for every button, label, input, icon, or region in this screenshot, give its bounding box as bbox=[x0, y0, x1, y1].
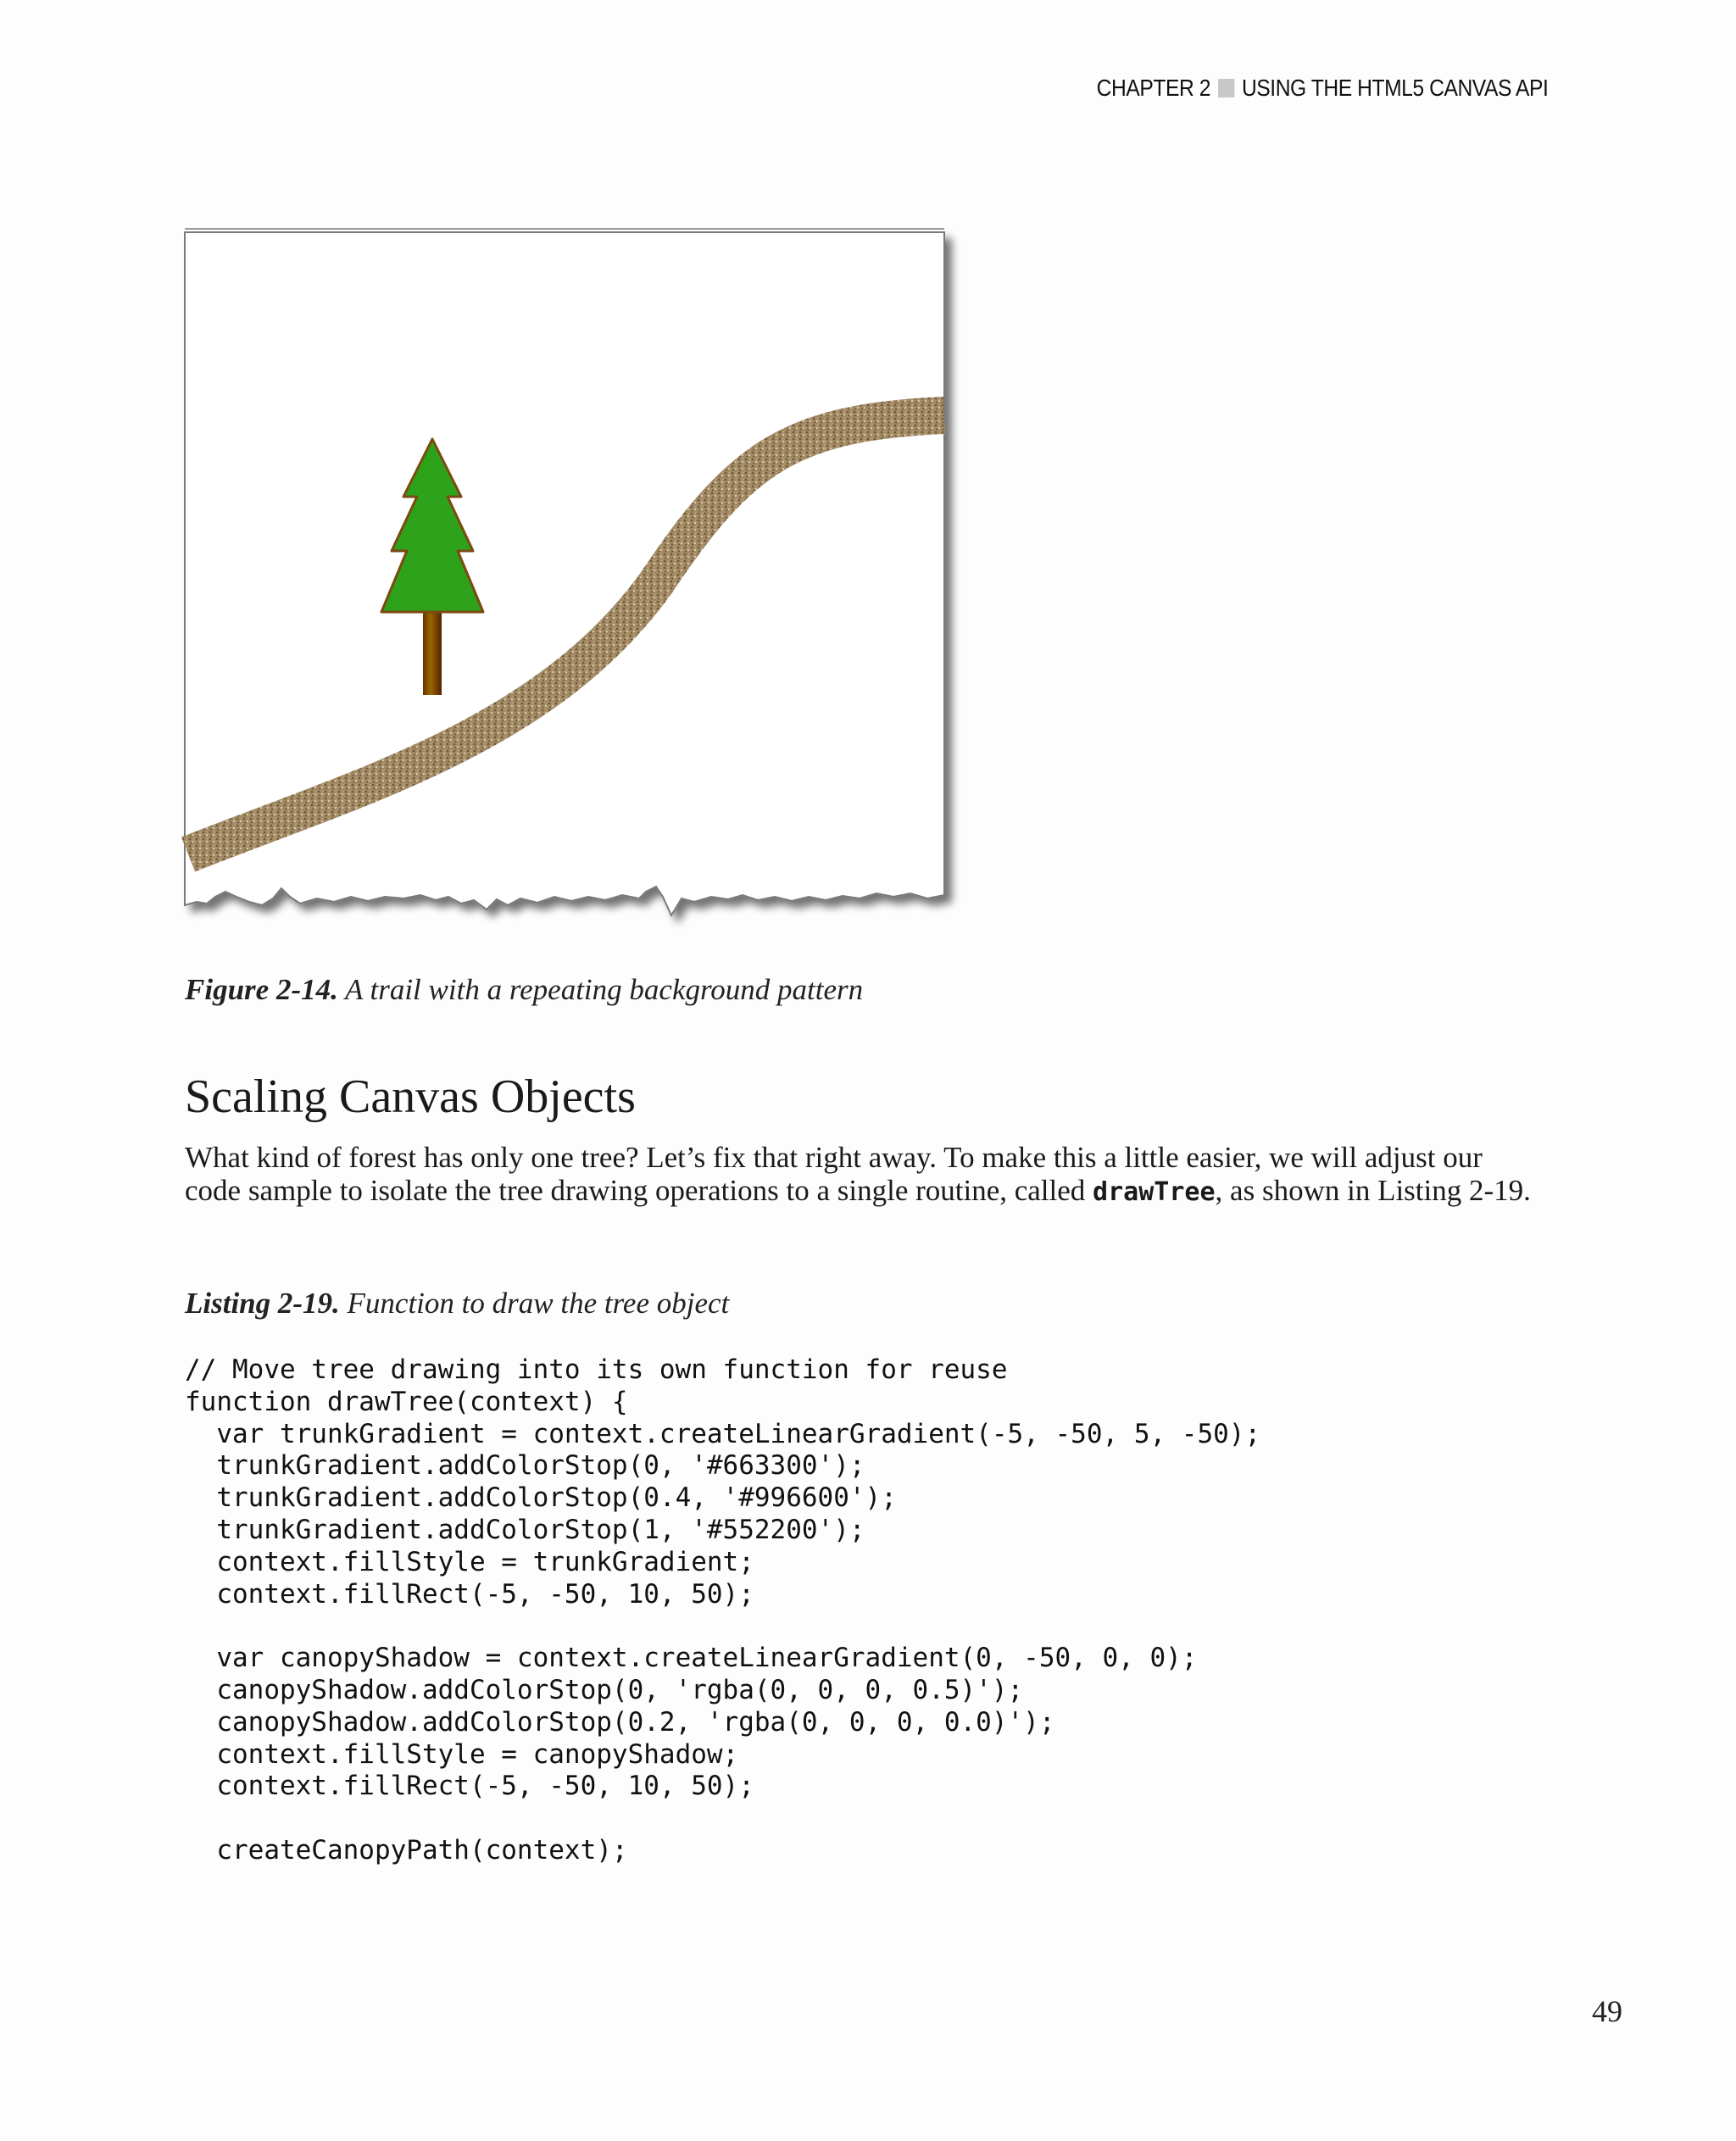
section-title: Scaling Canvas Objects bbox=[185, 1070, 636, 1123]
code-line: trunkGradient.addColorStop(1, '#552200'); bbox=[185, 1514, 865, 1545]
code-line: context.fillStyle = canopyShadow; bbox=[185, 1738, 739, 1770]
page-number: 49 bbox=[1592, 1994, 1622, 2028]
body-paragraph bbox=[185, 1141, 1541, 1209]
figure-label: Figure 2-14. bbox=[185, 973, 338, 1006]
code-line: trunkGradient.addColorStop(0, '#663300'); bbox=[185, 1450, 865, 1482]
code-line: context.fillRect(-5, -50, 10, 50); bbox=[185, 1578, 754, 1610]
listing-caption bbox=[185, 1287, 729, 1321]
code-line: canopyShadow.addColorStop(0, 'rgba(0, 0, 0, 0.5)'); bbox=[185, 1674, 1024, 1705]
code-listing bbox=[185, 1354, 1260, 1867]
figure-caption bbox=[185, 973, 863, 1007]
code-line: canopyShadow.addColorStop(0.2, 'rgba(0, 0, 0, 0.0)'); bbox=[185, 1706, 1055, 1738]
figure-caption-text: A trail with a repeating background pattern bbox=[344, 973, 864, 1006]
code-line: context.fillStyle = trunkGradient; bbox=[185, 1546, 754, 1577]
header-chapter: CHAPTER 2 bbox=[1096, 75, 1210, 101]
code-line: function drawTree(context) { bbox=[185, 1386, 628, 1417]
code-line bbox=[185, 1803, 1260, 1835]
figure-canvas-illustration bbox=[181, 227, 970, 931]
running-header bbox=[1096, 75, 1548, 102]
inline-code-drawTree: drawTree bbox=[1093, 1177, 1216, 1207]
listing-caption-text: Function to draw the tree object bbox=[347, 1287, 730, 1320]
canvas-drawing bbox=[181, 227, 970, 931]
code-line: trunkGradient.addColorStop(0.4, '#996600'); bbox=[185, 1482, 897, 1514]
code-line bbox=[185, 1610, 1260, 1643]
code-line: var canopyShadow = context.createLinearGradient(0, -50, 0, 0); bbox=[185, 1643, 1198, 1674]
paragraph-text-after: , as shown in Listing 2-19. bbox=[1215, 1174, 1531, 1207]
code-line: var trunkGradient = context.createLinearGradient(-5, -50, 5, -50); bbox=[185, 1418, 1261, 1449]
paragraph-text-before: What kind of forest has only one tree? Let’s fix that right away. To make this a little easier, we will adjust our code sample to isolate the tree drawing operations to a single routine, called bbox=[185, 1141, 1483, 1207]
header-title: USING THE HTML5 CANVAS API bbox=[1241, 75, 1548, 101]
listing-label: Listing 2-19. bbox=[185, 1287, 340, 1320]
tree-trunk bbox=[423, 612, 442, 695]
code-line: context.fillRect(-5, -50, 10, 50); bbox=[185, 1771, 754, 1802]
header-separator-square bbox=[1217, 79, 1233, 97]
code-line: createCanopyPath(context); bbox=[185, 1834, 628, 1866]
code-line: // Move tree drawing into its own function for reuse bbox=[185, 1354, 1008, 1385]
